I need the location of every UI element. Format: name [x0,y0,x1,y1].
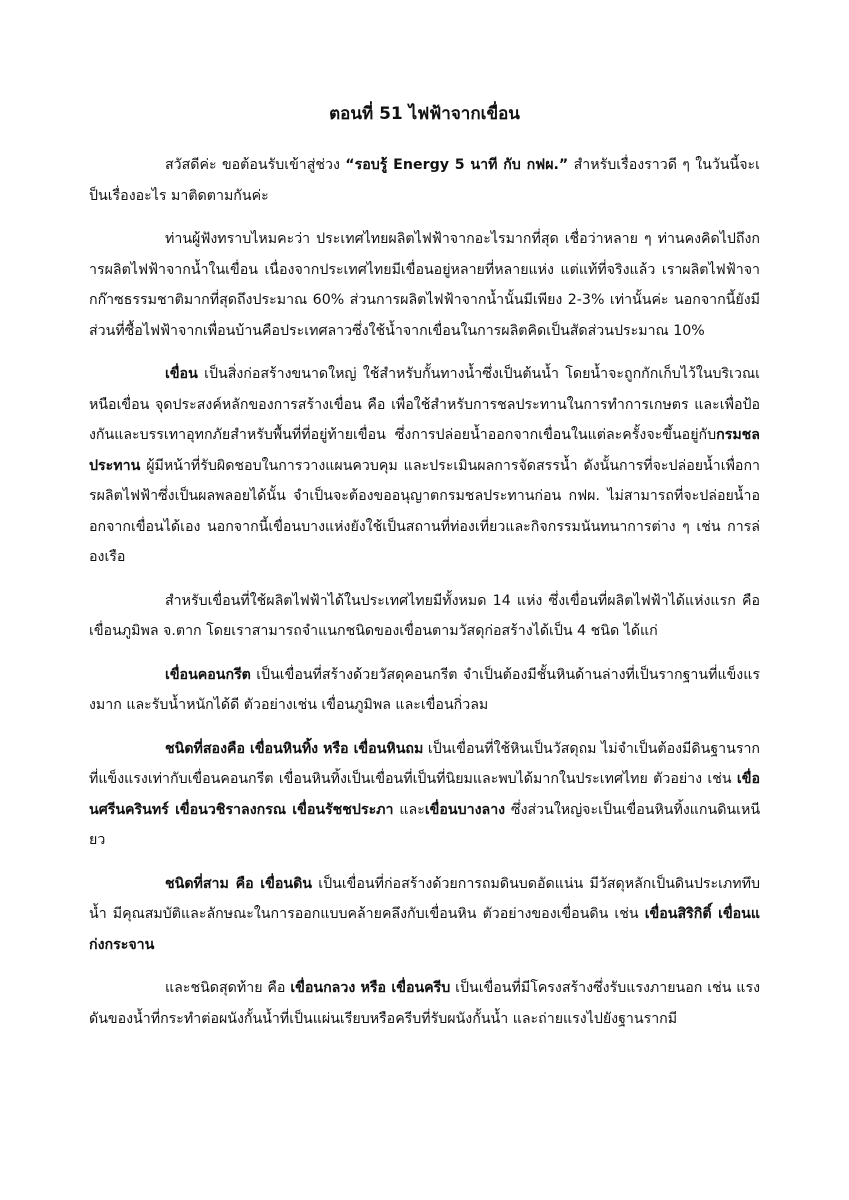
text-segment: สำหรับเรื่องราวดี ๆ ในวันนี้จะเป็นเรื่องอะไร มาติดตามกันค่ะ [89,157,761,204]
paragraph-p2 [89,224,760,346]
page-title: ตอนที่ 51 ไฟฟ้าจากเขื่อน [329,104,520,124]
bold-text: ชนิดที่สองคือ เขื่อนหินทิ้ง หรือ เขื่อนหินถม [165,740,424,757]
paragraph-p6 [89,734,760,856]
text-segment: สำหรับเขื่อนที่ใช้ผลิตไฟฟ้าได้ในประเทศไทยมีทั้งหมด 14 แห่ง ซึ่งเขื่อนที่ผลิตไฟฟ้าได้แห่งแรก คือ เขื่อนภูมิพล จ.ตาก โดยเราสามารถจำแนกชนิดของเขื่อนตามวัสดุก่อสร้างได้เป็น 4 ชนิด ได้แก่ [89,592,760,639]
text-segment: เป็นเขื่อนที่สร้างด้วยวัสดุคอนกรีต จำเป็นต้องมีชั้นหินด้านล่างที่เป็นรากฐานที่แข็งแรงมาก และรับน้ำหนักได้ดี ตัวอย่างเช่น เขื่อนภูมิพล และเขื่อนกิ่วลม [89,666,760,713]
document-body [89,150,760,1034]
bold-text: “รอบรู้ Energy 5 นาที กับ กฟผ.” [345,157,569,173]
text-segment: เป็นเขื่อนที่ใช้หินเป็นวัสดุถม ไม่จำเป็นต้องมีดินฐานรากที่แข็งแรงเท่ากับเขื่อนคอนกรีต เขื่อนหินทิ้งเป็นเขื่อนที่เป็นที่นิยมและพบได้มากในประเทศไทย ตัวอย่าง เช่น [89,740,760,787]
paragraph-p4 [89,586,760,647]
text-segment: เป็นเขื่อนที่มีโครงสร้างซึ่งรับแรงภายนอก เช่น แรงดันของน้ำที่กระทำต่อผนังกั้นน้ำที่เป็นแผ่นเรียบหรือครีบที่รับผนังกั้นน้ำ และถ่ายแรงไปยังฐานรากมี [89,980,760,1027]
paragraph-p3 [89,359,760,573]
bold-text: เขื่อนบางลาง [424,801,506,818]
text-segment: เป็นสิ่งก่อสร้างขนาดใหญ่ ใช้สำหรับกั้นทางน้ำซึ่งเป็นต้นน้ำ โดยน้ำจะถูกกักเก็บไว้ในบริเวณเหนือเขื่อน จุดประสงค์หลักของการสร้างเขื่อน คือ เพื่อใช้สำหรับการชลประทานในการทำการเกษตร และเพื่อป้องกันและบรรเทาอุทกภัยสำหรับพื้นที่ที่อยู่ท้ายเขื่อน ซึ่งการปล่อยน้ำออกจากเขื่อนในแต่ละครั้งจะขึ้นอยู่กับ [89,366,760,443]
text-segment: ท่านผู้ฟังทราบไหมคะว่า ประเทศไทยผลิตไฟฟ้าจากอะไรมากที่สุด เชื่อว่าหลาย ๆ ท่านคงคิดไปถึงการผลิตไฟฟ้าจากน้ำในเขื่อน เนื่องจากประเทศไทยมีเขื่อนอยู่หลายที่หลายแห่ง แต่แท้ที่จริงแล้ว เราผลิตไฟฟ้าจากก๊าซธรรมชาติมากที่สุดถึงประมาณ 60% ส่วนการผลิตไฟฟ้าจากน้ำนั้นมีเพียง 2-3% เท่านั้นค่ะ นอกจากนี้ยังมีส่วนที่ซื้อไฟฟ้าจากเพื่อนบ้านคือประเทศลาวซึ่งใช้น้ำจากเขื่อนในการผลิตคิดเป็นสัดส่วนประมาณ 10% [89,231,760,339]
paragraph-p8 [89,973,760,1034]
text-segment: สวัสดีค่ะ ขอต้อนรับเข้าสู่ช่วง [165,157,346,173]
paragraph-p7 [89,869,760,961]
bold-text: เขื่อนกลวง หรือ เขื่อนครีบ [290,980,451,996]
bold-text: เขื่อนศรีนครินทร์ เขื่อนวชิราลงกรณ เขื่อนรัชชประภา [89,771,760,818]
bold-text: เขื่อนคอนกรีต [165,666,251,683]
text-segment: และ [393,801,425,818]
paragraph-p1 [89,150,760,211]
bold-text: เขื่อน [165,366,198,382]
text-segment: ซึ่งส่วนใหญ่จะเป็นเขื่อนหินทิ้งแกนดินเหนียว [89,801,761,848]
text-segment: เป็นเขื่อนที่ก่อสร้างด้วยการถมดินบดอัดแน่น มีวัสดุหลักเป็นดินประเภททึบน้ำ มีคุณสมบัติและลักษณะในการออกแบบคล้ายคลึงกับเขื่อนหิน ตัวอย่างของเขื่อนดิน เช่น [89,875,760,922]
bold-text: กรมชลประทาน [89,427,760,474]
bold-text: เขื่อนสิริกิติ์ เขื่อนแก่งกระจาน [89,906,761,953]
text-segment: และชนิดสุดท้าย คือ [165,980,291,996]
bold-text: ชนิดที่สาม คือ เขื่อนดิน [165,875,312,892]
paragraph-p5 [89,660,760,721]
text-segment: ผู้มีหน้าที่รับผิดชอบในการวางแผนควบคุม และประเมินผลการจัดสรรน้ำ ดังนั้นการที่จะปล่อยน้ำเพื่อการผลิตไฟฟ้าซึ่งเป็นผลพลอยได้นั้น จำเป็นจะต้องขออนุญาตกรมชลประทานก่อน กฟผ. ไม่สามารถที่จะปล่อยน้ำออกจากเขื่อนได้เอง นอกจากนี้เขื่อนบางแห่งยังใช้เป็นสถานที่ท่องเที่ยวและกิจกรรมนันทนาการต่าง ๆ เช่น การล่องเรือ [89,457,760,565]
